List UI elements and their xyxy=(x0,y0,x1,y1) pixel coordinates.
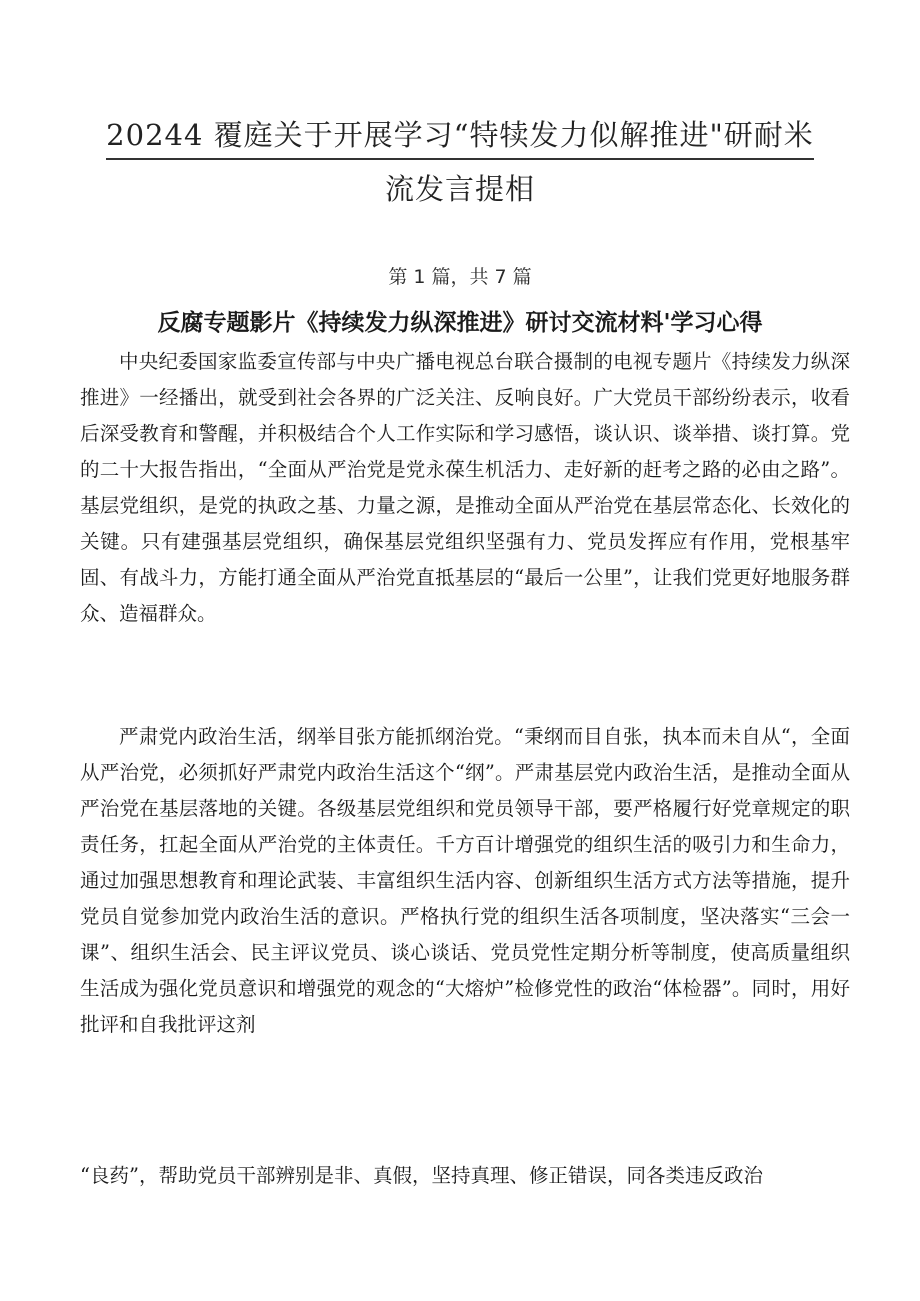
document-title-line-1: 20244 覆庭关于开展学习“特犊发力似解推进"研耐米 xyxy=(106,112,814,160)
body-paragraph-3: “良药”，帮助党员干部辨别是非、真假，坚持真理、修正错误，同各类违反政治 xyxy=(80,1164,763,1187)
section-heading: 反腐专题影片《持续发力纵深推进》研讨交流材料'学习心得 xyxy=(157,310,763,336)
body-paragraph-2: 严肃党内政治生活，纲举目张方能抓纲治党。“秉纲而目自张，执本而未自从“，全面从严治党，必须抓好严肃党内政治生活这个“纲”。严肃基层党内政治生活，是推动全面从严治党在基层落地的关键。各级基层党组织和党员领导干部，要严格履行好党章规定的职责任务，扛起全面从严治党的主体责任。千方百计增强党的组织生活的吸引力和生命力，通过加强思想教育和理论武装、丰富组织生活内容、创新组织生活方式方法等措施，提升党员自觉参加党内政治生活的意识。严格执行党的组织生活各项制度，坚决落实“三会一课”、组织生活会、民主评议党员、谈心谈话、党员党性定期分析等制度，使高质量组织生活成为强化党员意识和增强党的观念的“大熔炉”检修党性的政治“体检器”。同时，用好批评和自我批评这剂 xyxy=(80,725,850,1036)
document-title xyxy=(60,112,860,212)
section-counter: 第 1 篇，共 7 篇 xyxy=(388,266,532,288)
document-title-line-2: 流发言提相 xyxy=(384,172,535,206)
body-paragraph-1: 中央纪委国家监委宣传部与中央广播电视总台联合摄制的电视专题片《持续发力纵深推进》一经播出，就受到社会各界的广泛关注、反响良好。广大党员干部纷纷表示，收看后深受教育和警醒，并积极结合个人工作实际和学习感悟，谈认识、谈举措、谈打算。党的二十大报告指出，“全面从严治党是党永葆生机活力、走好新的赶考之路的必由之路”。基层党组织，是党的执政之基、力量之源，是推动全面从严治党在基层常态化、长效化的关键。只有建强基层党组织，确保基层党组织坚强有力、党员发挥应有作用，党根基牢固、有战斗力，方能打通全面从严治党直抵基层的“最后一公里”，让我们党更好地服务群众、造福群众。 xyxy=(80,350,850,625)
